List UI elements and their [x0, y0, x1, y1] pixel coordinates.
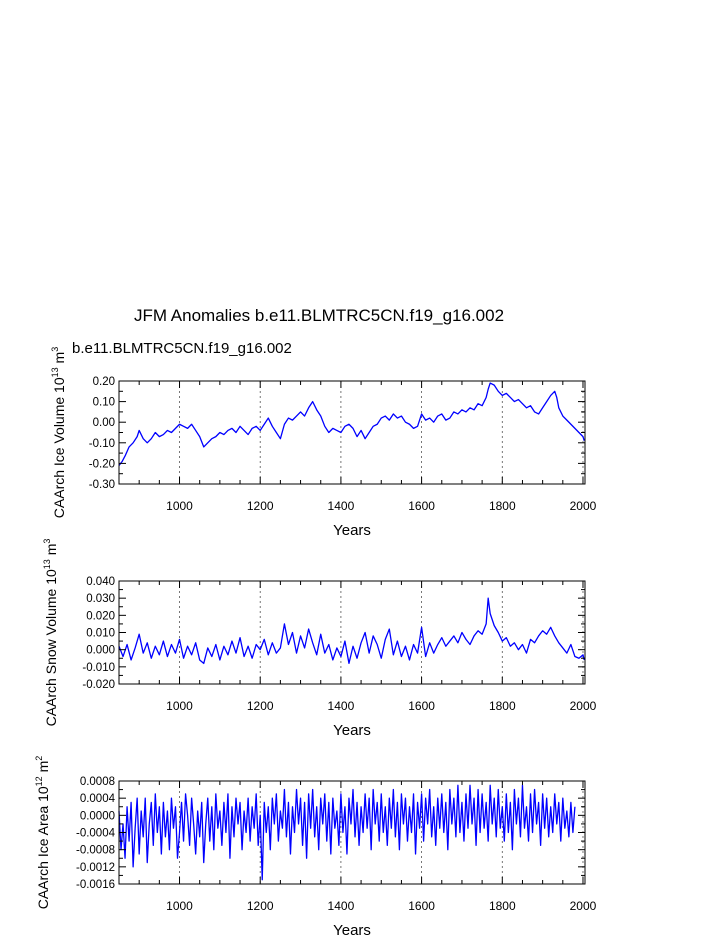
y-axis-title-part: m [43, 543, 59, 560]
y-tick-label: 0.030 [86, 593, 115, 606]
y-tick-label: 0.0008 [79, 776, 115, 788]
figure-title: JFM Anomalies b.e11.BLMTRC5CN.f19_g16.002 [133, 306, 505, 325]
x-tick-label: 1800 [488, 899, 516, 913]
y-tick-label: -0.0004 [75, 827, 115, 840]
x-tick-label: 1800 [488, 699, 516, 713]
chart-panels [34, 347, 597, 935]
x-tick-label: 1600 [408, 899, 435, 913]
y-axis-title-part: CAArch Snow Volume 10 [43, 569, 59, 727]
y-tick-label: 0.20 [92, 376, 115, 388]
y-tick-label: 0.010 [86, 627, 115, 640]
y-tick-label: 0.00 [92, 417, 115, 430]
y-tick-label: 0.0000 [79, 810, 115, 823]
series-line [119, 598, 584, 663]
y-tick-label: -0.010 [82, 661, 115, 674]
y-tick-label: 0.040 [86, 576, 115, 588]
x-tick-label: 1200 [246, 899, 274, 913]
x-axis-title: Years [333, 922, 371, 935]
x-tick-label: 1800 [488, 499, 516, 513]
y-axis-title-part: 13 [42, 559, 52, 570]
x-axis-title: Years [333, 522, 371, 539]
y-axis-title-part: 3 [50, 346, 60, 352]
y-axis-title-part: m [35, 760, 51, 777]
y-tick-label: 0.000 [86, 644, 115, 657]
x-tick-label: 1000 [166, 499, 193, 513]
x-tick-label: 2000 [569, 899, 597, 913]
y-tick-label: -0.30 [88, 479, 115, 491]
y-tick-label: -0.0016 [75, 879, 115, 891]
chart-panel-area [34, 756, 597, 935]
x-tick-label: 2000 [569, 499, 597, 513]
y-tick-label: 0.0004 [79, 793, 115, 806]
x-tick-label: 1400 [327, 899, 355, 913]
y-tick-label: -0.20 [88, 458, 115, 471]
y-tick-label: -0.020 [82, 679, 115, 691]
x-tick-label: 1000 [166, 699, 193, 713]
series-line [119, 785, 575, 879]
series-line [119, 383, 584, 465]
x-tick-label: 2000 [569, 699, 597, 713]
y-axis-title-part: 12 [34, 776, 44, 787]
y-tick-label: 0.020 [86, 610, 115, 623]
y-tick-label: -0.0008 [75, 844, 115, 857]
y-axis-title-part: 13 [50, 367, 60, 378]
x-tick-label: 1000 [166, 899, 193, 913]
y-axis-title-part: CAArch Ice Volume 10 [51, 377, 67, 519]
y-axis-title [50, 347, 67, 518]
y-tick-label: 0.10 [92, 396, 115, 409]
chart-panel-snow [42, 539, 597, 739]
y-axis-title-part: m [51, 351, 67, 368]
y-tick-label: -0.10 [88, 437, 115, 450]
plot-frame [119, 581, 585, 684]
y-axis-title-part: CAArch Ice Area 10 [35, 786, 51, 910]
figure-subtitle: b.e11.BLMTRC5CN.f19_g16.002 [72, 340, 292, 357]
x-tick-label: 1600 [408, 699, 435, 713]
y-axis-title [42, 539, 59, 727]
y-tick-label: -0.0012 [75, 861, 115, 874]
x-tick-label: 1200 [246, 699, 274, 713]
plot-frame [119, 381, 585, 484]
x-tick-label: 1200 [246, 499, 274, 513]
x-tick-label: 1400 [327, 699, 355, 713]
x-tick-label: 1400 [327, 499, 355, 513]
y-axis-title [34, 756, 51, 910]
x-axis-title: Years [333, 722, 371, 739]
chart-panel-volume [50, 347, 597, 539]
y-axis-title-part: 3 [42, 538, 52, 544]
x-tick-label: 1600 [408, 499, 435, 513]
y-axis-title-part: 2 [34, 755, 44, 761]
